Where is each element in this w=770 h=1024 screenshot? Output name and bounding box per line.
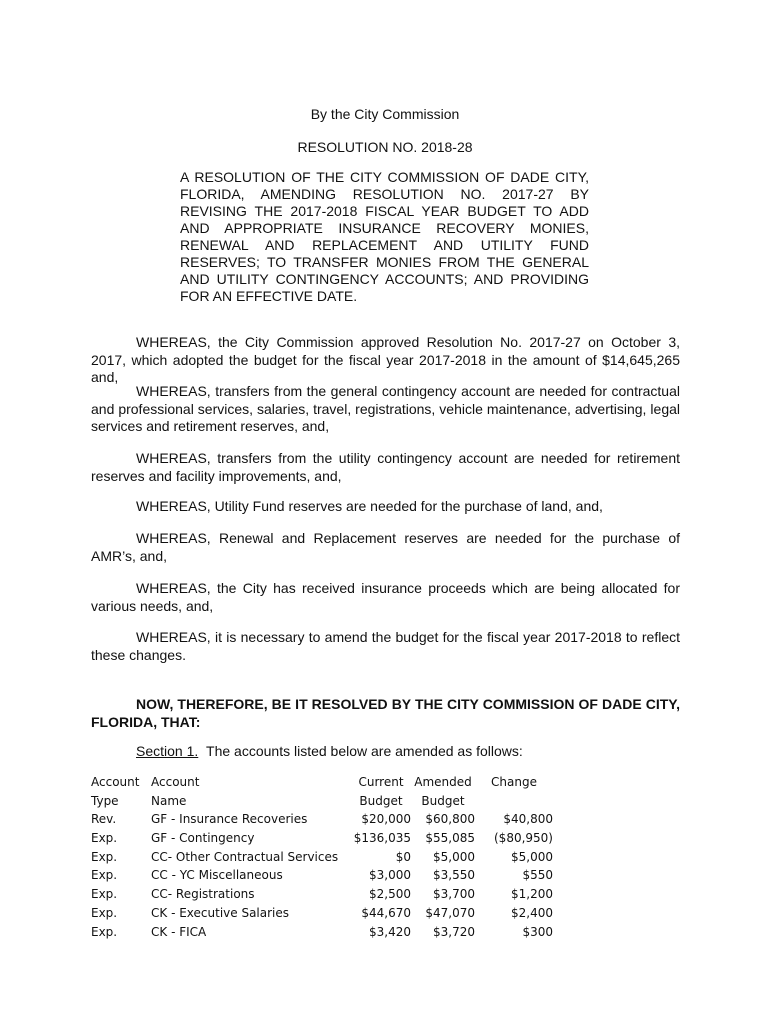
table-cell: CK - Executive Salaries xyxy=(151,905,290,920)
table-cell: CC - YC Miscellaneous xyxy=(151,868,283,883)
table-cell: CK - FICA xyxy=(151,924,207,939)
table-cell: Exp. xyxy=(91,849,118,864)
table-cell: Exp. xyxy=(91,887,118,902)
table-cell: $44,670 xyxy=(361,905,411,920)
table-cell: GF - Insurance Recoveries xyxy=(151,812,308,827)
table-row xyxy=(91,906,553,925)
table-cell: $55,085 xyxy=(425,831,475,846)
table-header-row xyxy=(91,775,553,794)
section-1-text: The accounts listed below are amended as follows: xyxy=(206,743,523,759)
table-header-row xyxy=(91,794,553,813)
table-cell: $20,000 xyxy=(361,812,411,827)
table-cell: Rev. xyxy=(91,812,117,827)
whereas-paragraph: WHEREAS, Renewal and Replacement reserves are needed for the purchase of AMR’s, and, xyxy=(91,530,680,564)
resolution-title: A RESOLUTION OF THE CITY COMMISSION OF DADE CITY, FLORIDA, AMENDING RESOLUTION NO. 2017-27 BY REVISING THE 2017-2018 FISCAL YEAR BUDGET TO ADD AND APPROPRIATE INSURANCE RECOVERY MONIES, RENEWAL AND REPLACEMENT AND UTILITY FUND RESERVES; TO TRANSFER MONIES FROM THE GENERAL AND UTILITY CONTINGENCY ACCOUNTS; AND PROVIDING FOR AN EFFECTIVE DATE. xyxy=(180,169,589,304)
accounts-table xyxy=(91,775,553,943)
resolved-clause: NOW, THEREFORE, BE IT RESOLVED BY THE CITY COMMISSION OF DADE CITY, FLORIDA, THAT: xyxy=(91,696,680,730)
table-cell: Exp. xyxy=(91,905,118,920)
table-row xyxy=(91,868,553,887)
whereas-paragraph: WHEREAS, it is necessary to amend the budget for the fiscal year 2017-2018 to reflect these changes. xyxy=(91,629,680,663)
table-cell: $3,420 xyxy=(369,924,411,939)
table-cell: $3,720 xyxy=(433,924,475,939)
table-header-cell: Budget xyxy=(421,793,465,808)
table-header-cell: Current xyxy=(358,775,404,789)
table-row xyxy=(91,887,553,906)
table-header-cell: Account xyxy=(151,775,200,789)
table-row xyxy=(91,850,553,869)
whereas-paragraph: WHEREAS, the City has received insurance proceeds which are being allocated for various needs, and, xyxy=(91,580,680,614)
table-cell: $5,000 xyxy=(433,849,475,864)
table-cell: $47,070 xyxy=(425,905,475,920)
table-row xyxy=(91,812,553,831)
section-1 xyxy=(136,743,523,759)
table-row xyxy=(91,925,553,944)
table-cell: $550 xyxy=(522,868,553,883)
commission-heading: By the City Commission xyxy=(310,106,460,122)
table-cell: $0 xyxy=(395,849,411,864)
resolution-number: RESOLUTION NO. 2018-28 xyxy=(297,139,473,155)
table-cell: $3,000 xyxy=(369,868,411,883)
table-cell: $300 xyxy=(522,924,553,939)
table-cell: $136,035 xyxy=(353,831,411,846)
whereas-paragraph: WHEREAS, transfers from the utility contingency account are needed for retirement reserves and facility improvements, and, xyxy=(91,450,680,484)
table-cell: Exp. xyxy=(91,831,118,846)
table-header-cell: Account xyxy=(91,775,140,789)
table-header-cell: Type xyxy=(91,793,119,808)
table-header-cell xyxy=(475,794,553,813)
table-cell: CC- Other Contractual Services xyxy=(151,849,339,864)
whereas-paragraph: WHEREAS, the City Commission approved Resolution No. 2017-27 on October 3, 2017, which adopted the budget for the fiscal year 2017-2018 in the amount of $14,645,265 and, xyxy=(91,334,680,385)
table-cell: $40,800 xyxy=(503,812,553,827)
table-header-cell: Budget xyxy=(359,793,403,808)
table-row xyxy=(91,831,553,850)
whereas-paragraph: WHEREAS, transfers from the general contingency account are needed for contractual and professional services, salaries, travel, registrations, vehicle maintenance, advertising, legal services and retirement reserves, and, xyxy=(91,383,680,434)
table-cell: CC- Registrations xyxy=(151,887,255,902)
table-cell: ($80,950) xyxy=(494,831,553,846)
table-cell: $2,500 xyxy=(369,887,411,902)
table-cell: Exp. xyxy=(91,924,118,939)
accounts-table-body xyxy=(91,812,553,943)
table-cell: $1,200 xyxy=(511,887,553,902)
whereas-paragraph: WHEREAS, Utility Fund reserves are needed for the purchase of land, and, xyxy=(136,498,603,514)
table-cell: Exp. xyxy=(91,868,118,883)
table-header-cell: Change xyxy=(491,775,537,789)
table-header-cell: Name xyxy=(151,793,187,808)
table-cell: $3,550 xyxy=(433,868,475,883)
table-cell: $60,800 xyxy=(425,812,475,827)
section-1-label: Section 1. xyxy=(136,743,199,759)
table-cell: GF - Contingency xyxy=(151,831,255,846)
table-header-cell: Amended xyxy=(414,775,472,789)
table-cell: $2,400 xyxy=(511,905,553,920)
table-cell: $3,700 xyxy=(433,887,475,902)
table-cell: $5,000 xyxy=(511,849,553,864)
